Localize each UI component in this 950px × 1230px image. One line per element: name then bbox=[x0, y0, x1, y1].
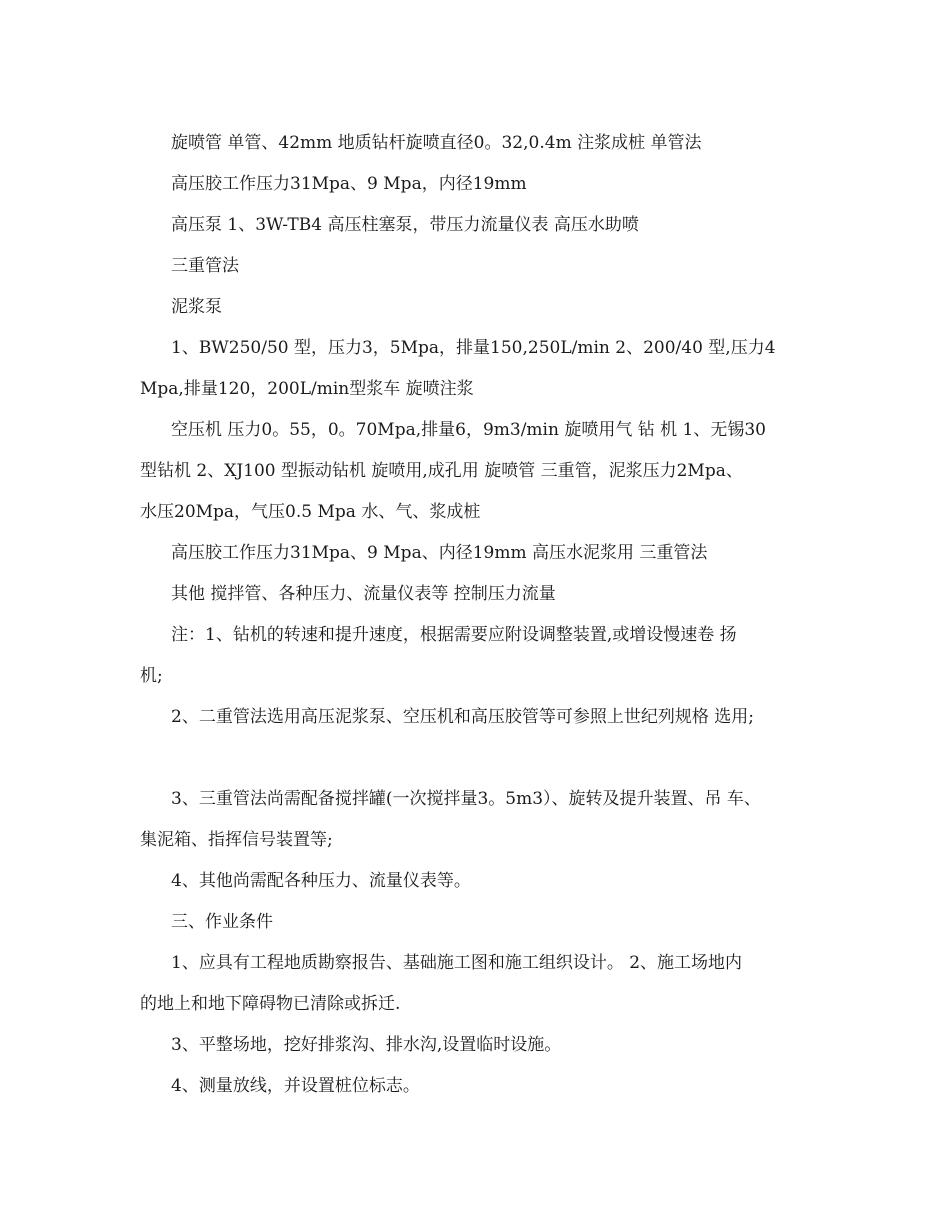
text-line-note-3: 3、三重管法尚需配备搅拌罐(一次搅拌量3。5m3）、旋转及提升装置、吊 车、 bbox=[171, 789, 761, 809]
text-line-water-air-pressure: 水压20Mpa，气压0.5 Mpa 水、气、浆成桩 bbox=[140, 502, 481, 522]
text-line-mud-pump: 泥浆泵 bbox=[171, 297, 222, 317]
text-line-note-4: 4、其他尚需配各种压力、流量仪表等。 bbox=[171, 871, 471, 891]
text-line-hose-triple-pipe: 高压胶工作压力31Mpa、9 Mpa、内径19mm 高压水泥浆用 三重管法 bbox=[171, 543, 708, 563]
text-line-condition-1-cont: 的地上和地下障碍物已清除或拆迁. bbox=[140, 994, 401, 1014]
text-line-note-2: 2、二重管法选用高压泥浆泵、空压机和高压胶管等可参照上世纪列规格 选用; bbox=[171, 707, 754, 727]
text-line-note-3-cont: 集泥箱、指挥信号装置等; bbox=[140, 830, 333, 850]
text-line-mud-pump-spec: 1、BW250/50 型，压力3，5Mpa，排量150,250L/min 2、200/40 型,压力4 bbox=[171, 338, 776, 358]
text-line-triple-pipe-method: 三重管法 bbox=[171, 256, 239, 276]
text-line-condition-3: 3、平整场地，挖好排浆沟、排水沟,设置临时设施。 bbox=[171, 1035, 562, 1055]
text-line-equipment-single-pipe-nozzle: 旋喷管 单管、42mm 地质钻杆旋喷直径0。32,0.4m 注浆成桩 单管法 bbox=[171, 133, 702, 153]
text-line-mud-pump-spec-cont: Mpa,排量120，200L/min型浆车 旋喷注浆 bbox=[140, 379, 474, 399]
text-line-air-compressor: 空压机 压力0。55，0。70Mpa,排量6，9m3/min 旋喷用气 钻 机 1、无锡30 bbox=[171, 420, 766, 440]
text-line-note-1: 注：1、钻机的转速和提升速度，根据需要应附设调整装置,或增设慢速卷 扬 bbox=[171, 625, 737, 645]
text-line-drill-rig: 型钻机 2、XJ100 型振动钻机 旋喷用,成孔用 旋喷管 三重管，泥浆压力2Mpa、 bbox=[140, 461, 743, 481]
text-line-condition-4: 4、测量放线，并设置桩位标志。 bbox=[171, 1076, 420, 1096]
text-line-high-pressure-hose: 高压胶工作压力31Mpa、9 Mpa，内径19mm bbox=[171, 174, 527, 194]
text-line-note-1-cont: 机; bbox=[140, 666, 163, 686]
text-line-high-pressure-pump: 高压泵 1、3W-TB4 高压柱塞泵，带压力流量仪表 高压水助喷 bbox=[171, 215, 639, 235]
text-line-condition-1: 1、应具有工程地质勘察报告、基础施工图和施工组织设计。 2、施工场地内 bbox=[171, 953, 743, 973]
section-heading-work-conditions: 三、作业条件 bbox=[171, 912, 273, 932]
text-line-other-equipment: 其他 搅拌管、各种压力、流量仪表等 控制压力流量 bbox=[171, 584, 556, 604]
